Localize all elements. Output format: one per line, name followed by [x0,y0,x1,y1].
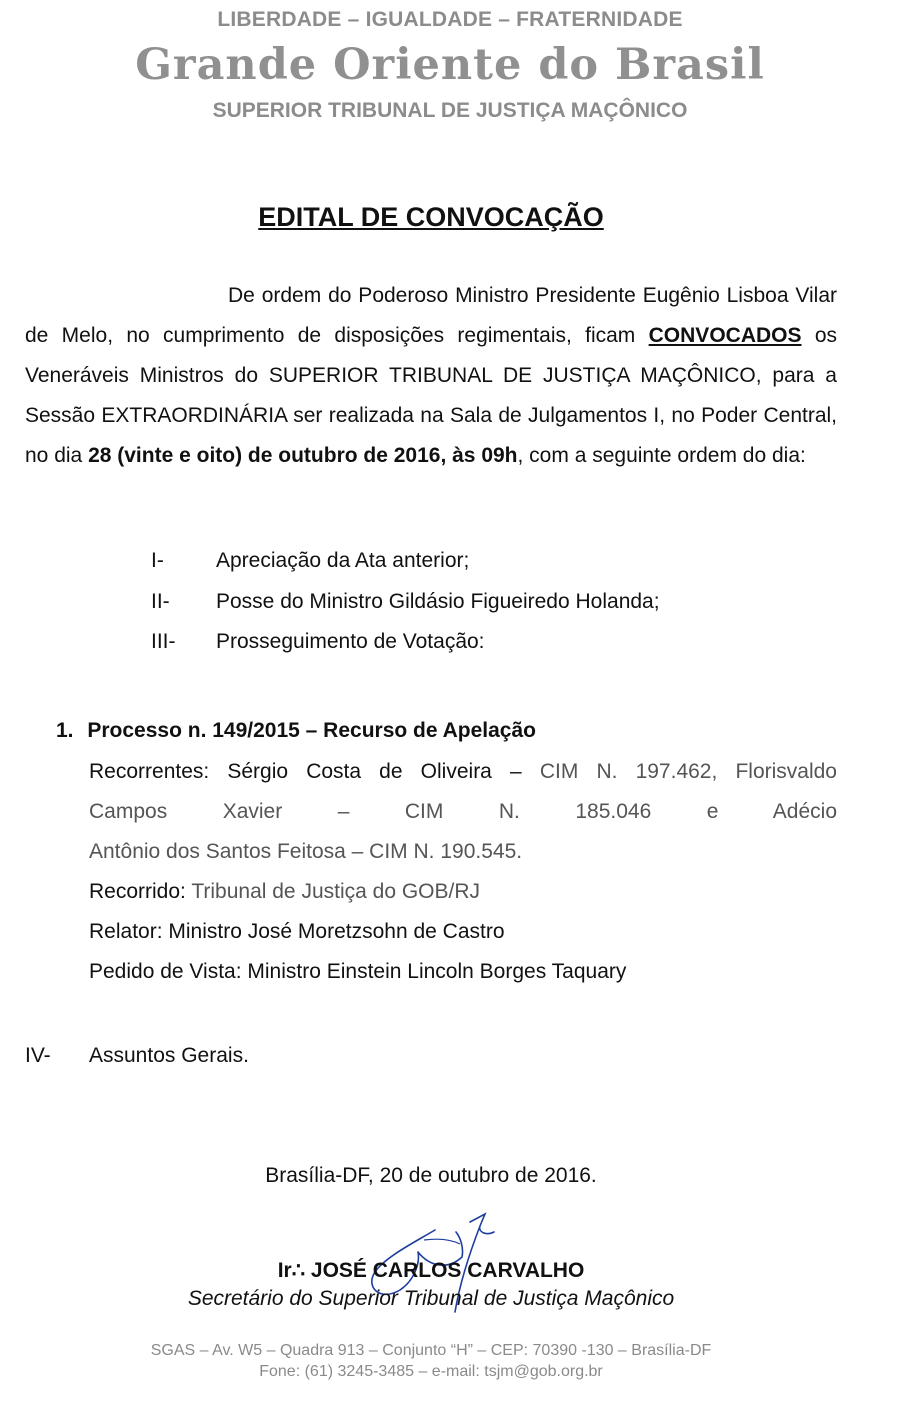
relator-line: Relator: Ministro José Moretzsohn de Castro [89,920,505,943]
recorrentes-line-3: Antônio dos Santos Feitosa – CIM N. 190.545. [89,840,523,863]
paragraph-part-1: De ordem do Poderoso Ministro Presidente Eugênio Lisboa Vilar de Melo, no cumprimento de disposições regimentais, ficam [25,284,837,347]
process-title: Processo n. 149/2015 – Recurso de Apelação [87,719,536,742]
recorrentes-cim-1: CIM N. 197.462, Florisvaldo [539,760,837,783]
signatory-name: Ir∴ JOSÉ CARLOS CARVALHO [277,1259,585,1282]
recorrentes-name-1: Sérgio Costa de Oliveira – [209,760,540,783]
agenda-item-number: I- [151,549,164,572]
organization-name: Grande Oriente do Brasil [135,40,765,90]
footer-contact: Fone: (61) 3245-3485 – e-mail: tsjm@gob.org.br [259,1363,603,1380]
recorrido-label: Recorrido: [89,880,186,903]
agenda-item-number: IV- [25,1044,51,1067]
agenda-item-text: Assuntos Gerais. [89,1044,249,1067]
court-name: SUPERIOR TRIBUNAL DE JUSTIÇA MAÇÔNICO [212,99,688,122]
signatory-role: Secretário do Superior Tribunal de Justiça Maçônico [187,1287,675,1310]
footer-address: SGAS – Av. W5 – Quadra 913 – Conjunto “H” – CEP: 70390 -130 – Brasília-DF [150,1342,712,1359]
agenda-item-number: III- [151,630,176,653]
recorrido-line [89,872,837,912]
process-details [89,752,837,992]
process-heading [56,711,536,751]
agenda-item-number: II- [151,590,170,613]
recorrentes-line-2: Campos Xavier – CIM N. 185.046 e Adécio [89,800,837,823]
agenda-item-text: Prosseguimento de Votação: [216,630,485,653]
convocation-paragraph [25,276,837,476]
pedido-vista-line: Pedido de Vista: Ministro Einstein Lincoln Borges Taquary [89,960,627,983]
agenda-item-text: Posse do Ministro Gildásio Figueiredo Holanda; [216,590,660,613]
process-number: 1. [56,719,74,742]
convocados-word: CONVOCADOS [648,324,802,347]
header-motto: LIBERDADE – IGUALDADE – FRATERNIDADE [217,8,683,31]
recorrentes-line-1 [89,752,837,792]
paragraph-part-2: os Veneráveis Ministros do SUPERIOR TRIBUNAL DE JUSTIÇA MAÇÔNICO, para a Sessão EXTRAORDINÁRIA ser realizada na Sala de Julgamentos I, no Poder Central, no dia [25,324,837,467]
place-date: Brasília-DF, 20 de outubro de 2016. [265,1164,597,1187]
recorrentes-label: Recorrentes: [89,760,210,783]
agenda-item-text: Apreciação da Ata anterior; [216,549,470,572]
session-date: 28 (vinte e oito) de outubro de 2016, às 09h [88,444,518,467]
document-title: EDITAL DE CONVOCAÇÃO [258,202,604,232]
paragraph-part-3: , com a seguinte ordem do dia: [517,444,806,467]
recorrido-value: Tribunal de Justiça do GOB/RJ [185,880,481,903]
